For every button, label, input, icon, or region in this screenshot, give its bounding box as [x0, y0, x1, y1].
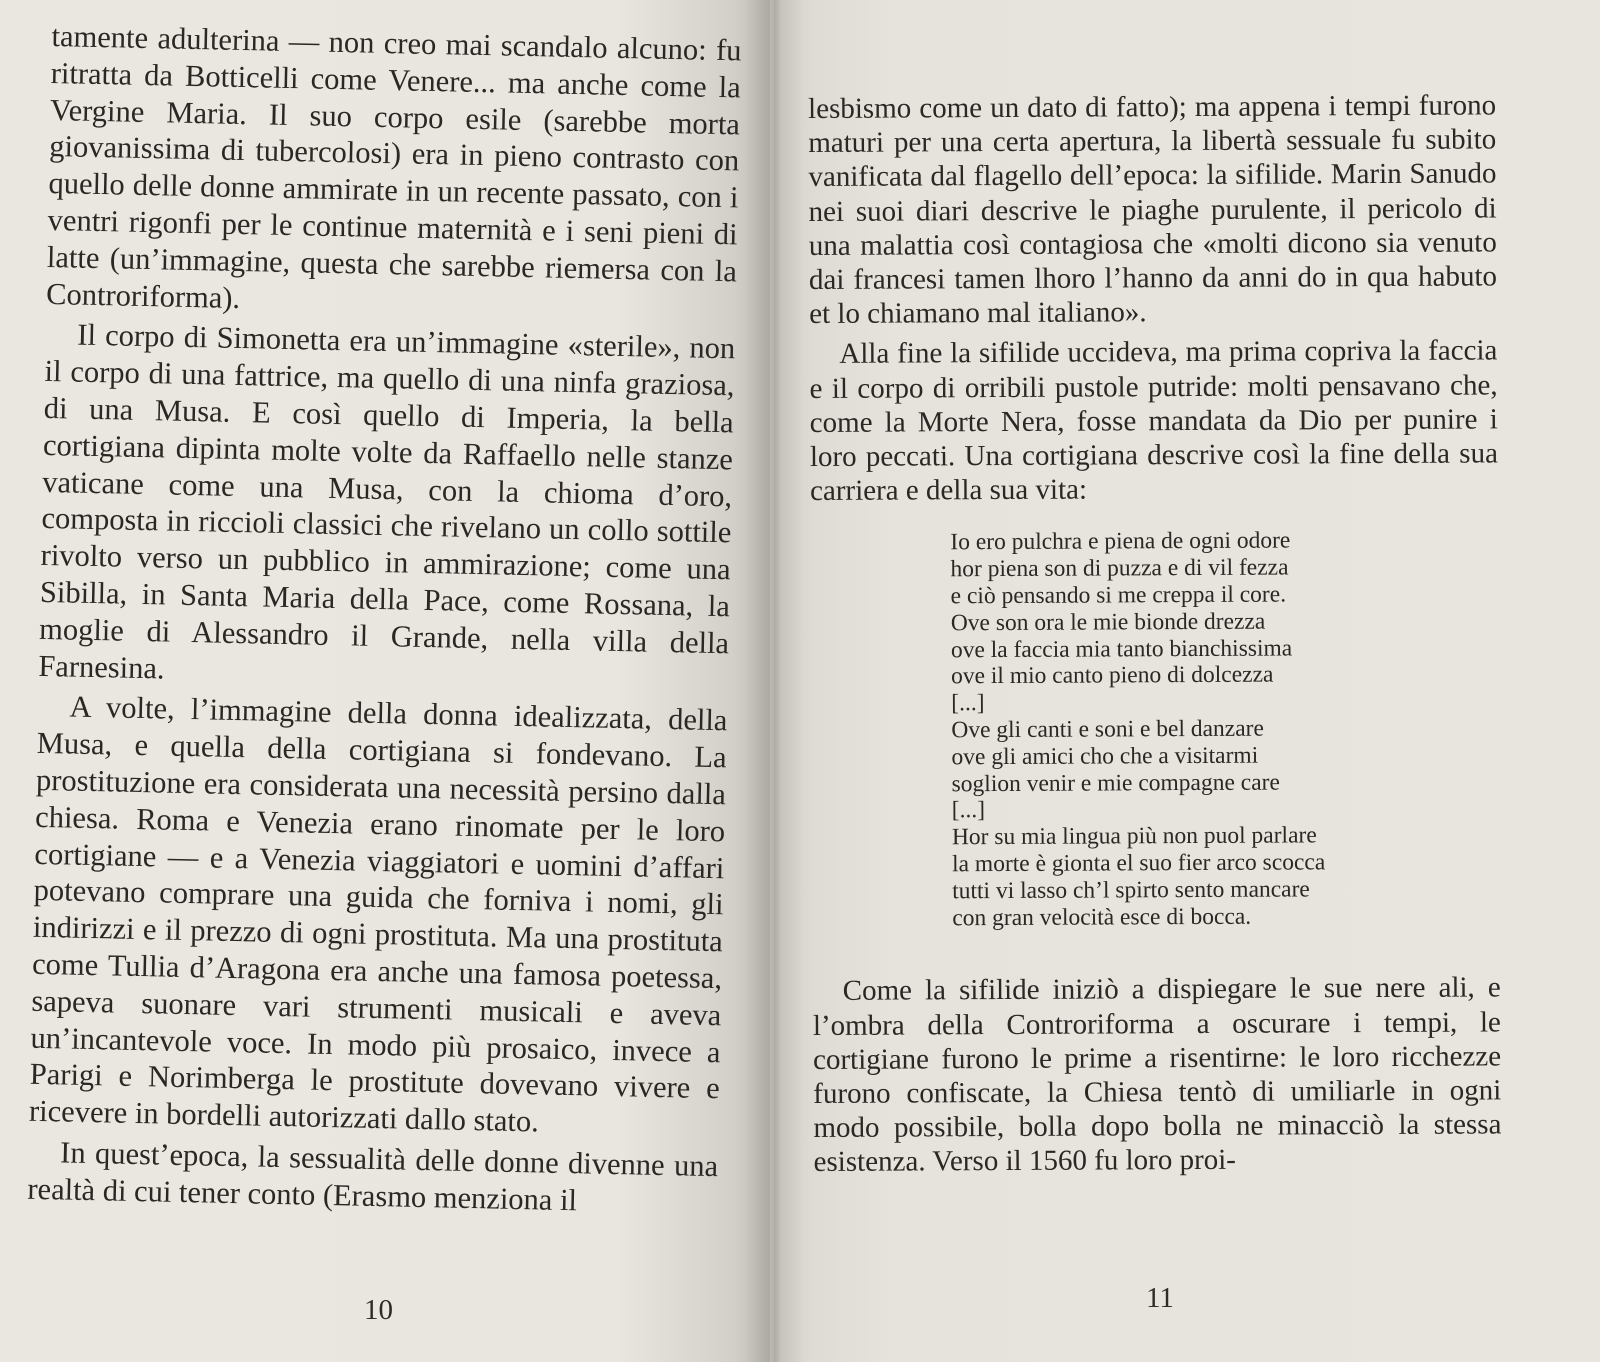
poem-line: Hor su mia lingua più non puol parlare [951, 822, 1317, 851]
poem-line: Ove son ora le mie bionde drezza [950, 608, 1266, 637]
poem-line: Io ero pulchra e piena de ogni odore [950, 527, 1291, 556]
left-paragraph-2: Il corpo di Simonetta era un’immagine «sterile», non il corpo di una fattrice, ma quello di una ninfa graziosa, di una Musa. E così quello di Imperia, la bella cortigiana dipinta molte volte da Raffaello nelle stanze vaticane come una Musa, con la chioma d’oro, composta in riccioli classici che rivelano un collo sottile rivolto verso un pubblico in ammirazione; come una Sibilla, in Santa Maria della Pace, come Rossana, la moglie di Alessandro il Grande, nella villa della Farnesina. [38, 317, 736, 686]
left-paragraph-3: A volte, l’immagine della donna idealizzata, della Musa, e quella della cortigiana si fondevano. La prostituzione era considerata una necessità persino dalla chiesa. Roma e Venezia erano rinomate per le loro cortigiane — e a Venezia viaggiatori e uomini d’affari potevano comprare una guida che forniva i nomi, gli indirizzi e il prezzo di ogni prostituta. Ma una prostituta come Tullia d’Aragona era anche una famosa poetessa, sapeva suonare vari strumenti musicali e aveva un’incantevole voce. In modo più prosaico, invece a Parigi e Norimberga le prostitute dovevano vivere e ricevere in bordelli autorizzati dallo stato. [28, 689, 728, 1139]
poem-line: ove la faccia mia tanto bianchissima [950, 635, 1293, 663]
poem-line: ove gli amici cho che a visitarmi [951, 742, 1259, 771]
right-paragraph-1: lesbismo come un dato di fatto); ma appena i tempi furono maturi per una certa apertura, la libertà sessuale fu subito vanificata dal flagello dell’epoca: la sifilide. Marin Sanudo nei suoi diari descrive le piaghe purulente, il pericolo di una malattia così contagiosa che «molti dicono sia venuto dai francesi tamen lhoro l’hanno da anni do in qua habuto et lo chiamano mal italiano». [808, 89, 1498, 331]
left-page-text [27, 18, 742, 1222]
right-page-text [808, 88, 1502, 1179]
poem-line: e ciò pensando si me creppa il core. [950, 581, 1287, 610]
poem-line: la morte è gionta el suo fier arco scocca [951, 849, 1326, 878]
poem-ellipsis: [...] [951, 690, 985, 717]
left-page-number: 10 [364, 1294, 393, 1326]
poem-line: soglion venir e mie compagne care [951, 769, 1280, 797]
left-paragraph-1: tamente adulterina — non creo mai scandalo alcuno: fu ritratta da Botticelli come Venere... ma anche come la Vergine Maria. Il suo corpo esile (sarebbe morta giovanissima di tubercolosi) era in pieno contrasto con quello delle donne ammirate in un recente passato, con i ventri rigonfi per le continue maternità e i seni pieni di latte (un’immagine, questa che sarebbe riemersa con la Controriforma). [45, 18, 742, 315]
book-gutter [745, 0, 805, 1362]
poem-line: hor piena son di puzza e di vil fezza [950, 554, 1289, 583]
right-paragraph-3: Come la sifilide iniziò a dispiegare le sue nere ali, e l’ombra della Controriforma a oscurare i tempi, le cortigiane furono le prime a risentirne: le loro ricchezze furono confiscate, la Chiesa tentò di umiliarle in ogni modo possibile, bolla dopo bolla ne minacciò la stessa esistenza. Verso il 1560 fu loro proi- [812, 971, 1502, 1179]
poem-line: con gran velocità esce di bocca. [952, 903, 1252, 931]
poem-quote [950, 527, 1500, 932]
right-paragraph-2: Alla fine la sifilide uccideva, ma prima copriva la faccia e il corpo di orribili pustole putride: molti pensavano che, come la Morte Nera, fosse mandata da Dio per punire i loro peccati. Una cortigiana descrive così la fine della sua carriera e della sua vita: [809, 334, 1498, 508]
poem-line: tutti vi lasso ch’l spirto sento mancare [952, 876, 1310, 905]
poem-line: ove il mio canto pieno di dolcezza [950, 661, 1274, 690]
right-page-number: 11 [1146, 1282, 1174, 1314]
poem-ellipsis: [...] [951, 797, 986, 824]
poem-line: Ove gli canti e soni e bel danzare [951, 715, 1264, 744]
left-paragraph-4: In quest’epoca, la sessualità delle donne divenne una realtà di cui tener conto (Erasmo menziona il [27, 1135, 719, 1217]
